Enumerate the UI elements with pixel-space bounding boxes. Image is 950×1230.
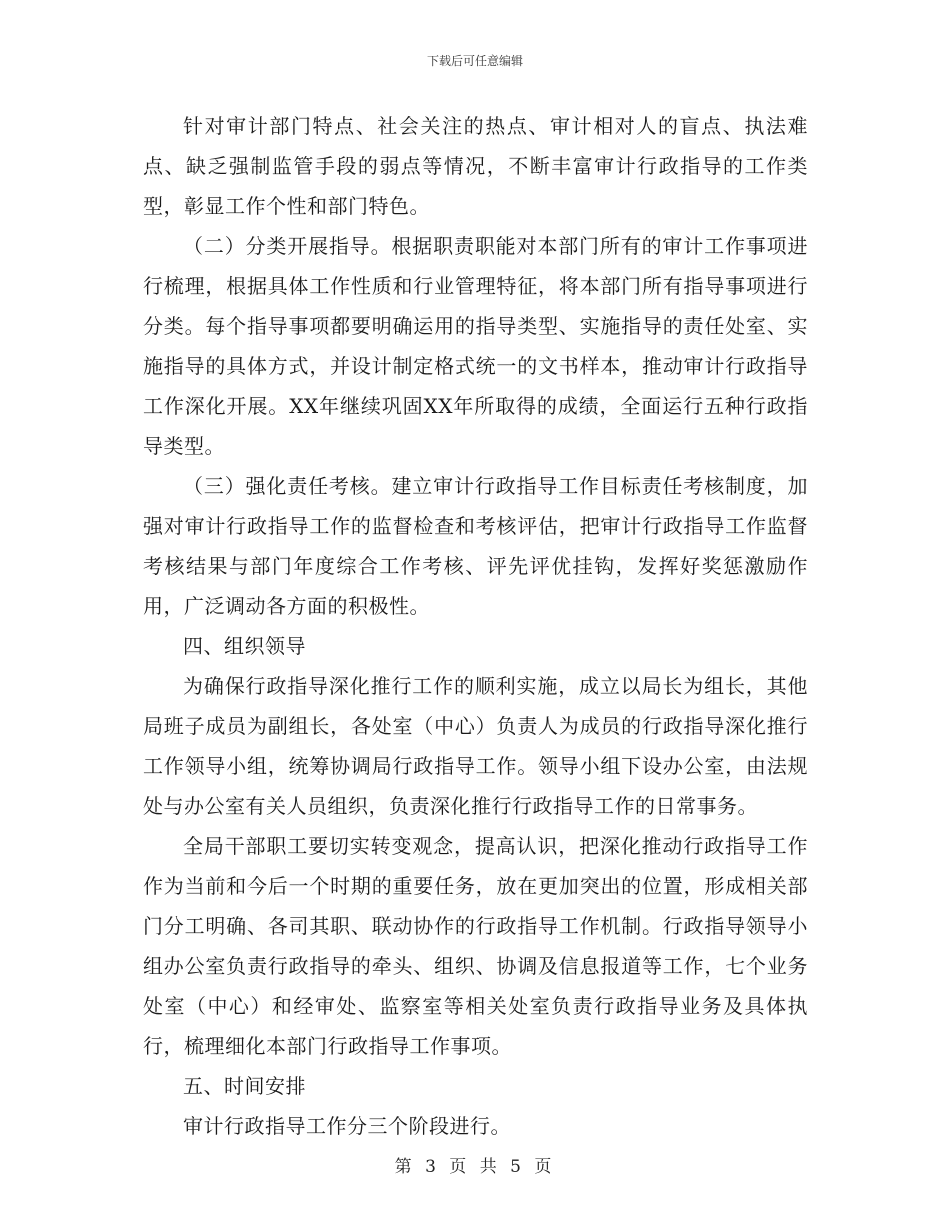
section-heading-schedule: 五、时间安排 bbox=[183, 1074, 306, 1098]
paragraph-leadership-group: 为确保行政指导深化推行工作的顺利实施，成立以局长为组长，其他局班子成员为副组长，各处室（中心）负责人为成员的行政指导深化推行工作领导小组，统筹协调局行政指导工作。领导小组下设办公室，由法规处与办公室有关人员组织，负责深化推行行政指导工作的日常事务。 bbox=[143, 674, 808, 818]
paragraph-three-stages: 审计行政指导工作分三个阶段进行。 bbox=[183, 1114, 511, 1138]
paragraph-responsibility-assessment: （三）强化责任考核。建立审计行政指导工作目标责任考核制度，加强对审计行政指导工作的监督检查和考核评估，把审计行政指导工作监督考核结果与部门年度综合工作考核、评先评优挂钩，发挥好奖惩激励作用，广泛调动各方面的积极性。 bbox=[143, 474, 808, 618]
paragraph-classification-guidance: （二）分类开展指导。根据职责职能对本部门所有的审计工作事项进行梳理，根据具体工作性质和行业管理特征，将本部门所有指导事项进行分类。每个指导事项都要明确运用的指导类型、实施指导的责任处室、实施指导的具体方式，并设计制定格式统一的文书样本，推动审计行政指导工作深化开展。XX年继续巩固XX年所取得的成绩，全面运行五种行政指导类型。 bbox=[143, 234, 808, 458]
section-heading-organization: 四、组织领导 bbox=[183, 634, 306, 658]
paragraph-continuation: 针对审计部门特点、社会关注的热点、审计相对人的盲点、执法难点、缺乏强制监管手段的弱点等情况，不断丰富审计行政指导的工作类型，彰显工作个性和部门特色。 bbox=[143, 114, 808, 218]
page-header: 下载后可任意编辑 bbox=[426, 54, 523, 68]
paragraph-staff-mechanism: 全局干部职工要切实转变观念，提高认识，把深化推动行政指导工作作为当前和今后一个时期的重要任务，放在更加突出的位置，形成相关部门分工明确、各司其职、联动协作的行政指导工作机制。行政指导领导小组办公室负责行政指导的牵头、组织、协调及信息报道等工作，七个业务处室（中心）和经审处、监察室等相关处室负责行政指导业务及具体执行，梳理细化本部门行政指导工作事项。 bbox=[143, 834, 808, 1058]
page-number-footer: 第 3 页 共 5 页 bbox=[394, 1157, 556, 1177]
document-body bbox=[143, 106, 808, 1146]
